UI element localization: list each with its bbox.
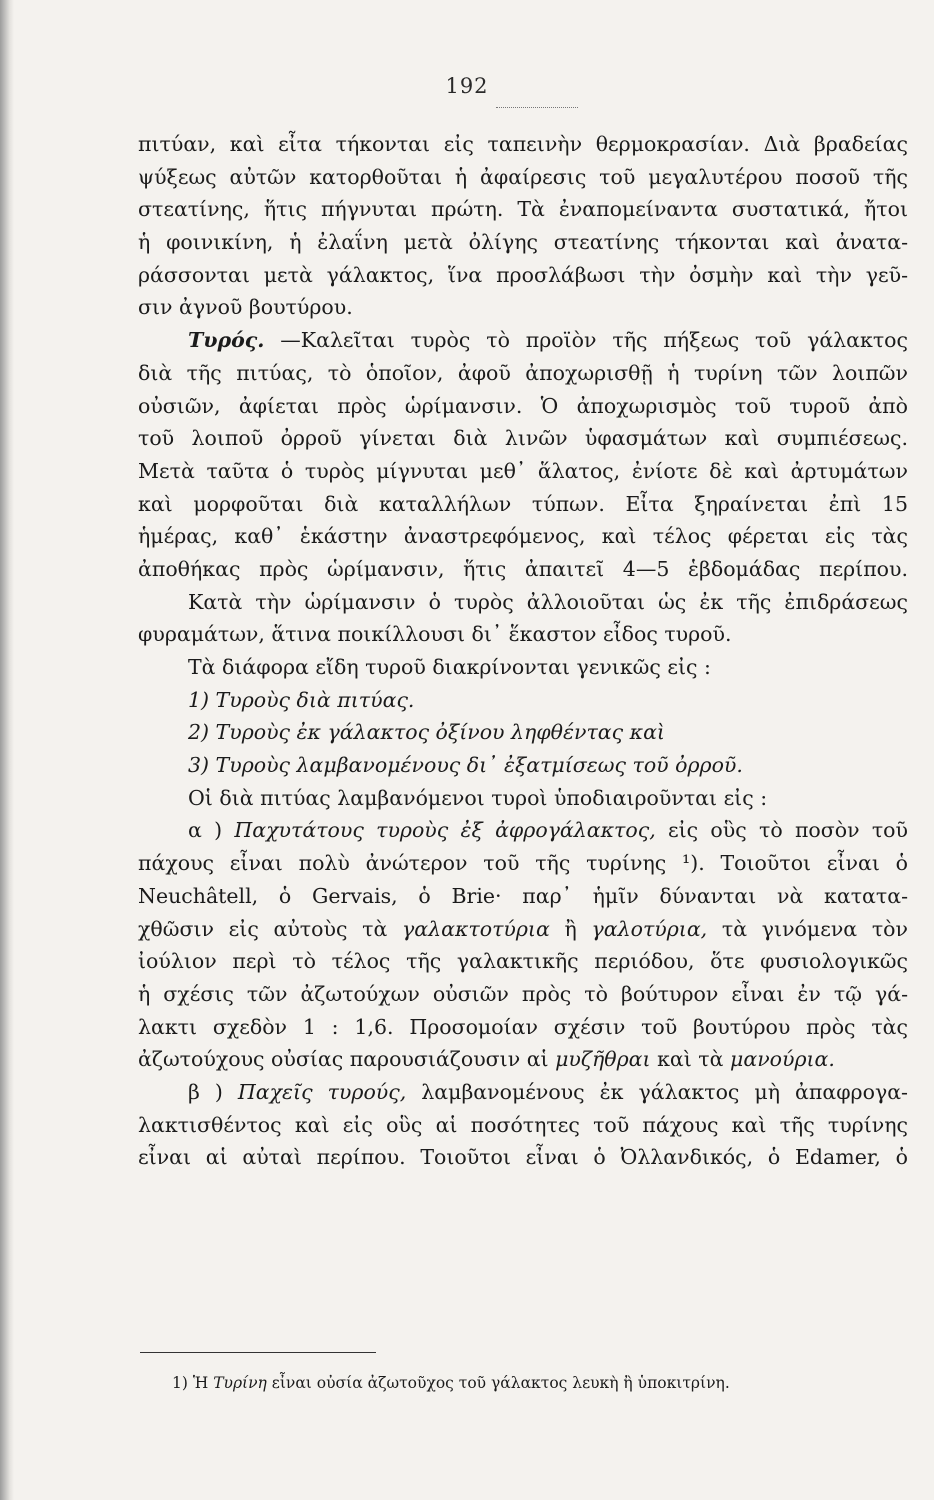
section-rubric: Τυρός. <box>188 328 265 353</box>
footnote: 1) Ἡ Τυρίνη εἶναι οὐσία ἀζωτοῦχος τοῦ γάλακτος λευκὴ ἢ ὑποκιτρίνη. <box>172 1374 730 1392</box>
text-line: ἡ σχέσις τῶν ἀζωτούχων οὐσιῶν πρὸς τὸ βούτυρον εἶναι ἐν τῷ γά- <box>138 981 908 1006</box>
body-text <box>138 128 908 1174</box>
text-line: πιτύαν, καὶ εἶτα τήκονται εἰς ταπεινὴν θερμοκρασίαν. Διὰ βραδείας <box>138 132 908 156</box>
text-line: Τὰ διάφορα εἴδη τυροῦ διακρίνονται γενικῶς εἰς : <box>188 655 711 679</box>
text-line: λακτι σχεδὸν 1 : 1,6. Προσομοίαν σχέσιν τοῦ βουτύρου πρὸς τὰς <box>138 1014 908 1039</box>
list-item: 3) Τυροὺς λαμβανομένους δι᾽ ἐξατμίσεως τοῦ ὀρροῦ. <box>188 753 743 778</box>
text-line: Τυρός. —Καλεῖται τυρὸς τὸ προϊὸν τῆς πήξεως τοῦ γάλακτος <box>188 328 908 353</box>
list-item: 1) Τυροὺς διὰ πιτύας. <box>188 687 415 712</box>
text-line: οὐσιῶν, ἀφίεται πρὸς ὡρίμανσιν. Ὁ ἀποχωρισμὸς τοῦ τυροῦ ἀπὸ <box>138 393 908 418</box>
text-line: πάχους εἶναι πολὺ ἀνώτερον τοῦ τῆς τυρίνης ¹). Τοιοῦτοι εἶναι ὁ <box>138 851 908 876</box>
text-line: εἶναι αἱ αὐταὶ περίπου. Τοιοῦτοι εἶναι ὁ Ὀλλανδικός, ὁ Edamer, ὁ <box>138 1145 908 1170</box>
text-line: ἀποθήκας πρὸς ὡρίμανσιν, ἥτις ἀπαιτεῖ 4—5 ἑβδομάδας περίπου. <box>138 556 908 581</box>
text-line: σιν ἀγνοῦ βουτύρου. <box>138 295 353 320</box>
subsection-beta: β ) Παχεῖς τυρούς, λαμβανομένους ἐκ γάλακτος μὴ ἀπαφρογα- <box>188 1079 908 1104</box>
text-line: λακτισθέντος καὶ εἰς οὓς αἱ ποσότητες τοῦ πάχους καὶ τῆς τυρίνης <box>138 1112 908 1137</box>
text-line: τοῦ λοιποῦ ὀρροῦ γίνεται διὰ λινῶν ὑφασμάτων καὶ συμπιέσεως. <box>138 426 908 451</box>
text-line: ἡ φοινικίνη, ἡ ἐλαΐνη μετὰ ὀλίγης στεατίνης τήκονται καὶ ἀνατα- <box>138 230 908 255</box>
text-line: ἡμέρας, καθ᾽ ἑκάστην ἀναστρεφόμενος, καὶ τέλος φέρεται εἰς τὰς <box>138 524 908 549</box>
page-number: 192 <box>445 74 489 98</box>
text-line: διὰ τῆς πιτύας, τὸ ὁποῖον, ἀφοῦ ἀποχωρισθῇ ἡ τυρίνη τῶν λοιπῶν <box>138 360 908 385</box>
text-line: χθῶσιν εἰς αὐτοὺς τὰ γαλακτοτύρια ἢ γαλοτύρια, τὰ γινόμενα τὸν <box>138 916 908 941</box>
text-line: φυραμάτων, ἅτινα ποικίλλουσι δι᾽ ἕκαστον εἶδος τυροῦ. <box>138 622 732 647</box>
text-line: ἀζωτούχους οὐσίας παρουσιάζουσιν αἱ μυζῆθραι καὶ τὰ μανούρια. <box>138 1047 835 1072</box>
text-line: καὶ μορφοῦται διὰ καταλλήλων τύπων. Εἶτα ξηραίνεται ἐπὶ 15 <box>138 491 908 516</box>
subsection-alpha: α ) Παχυτάτους τυροὺς ἐξ ἀφρογάλακτος, εἰς οὓς τὸ ποσὸν τοῦ <box>188 818 908 843</box>
text-line: Neuchâtell, ὁ Gervais, ὁ Brie· παρ᾽ ἡμῖν δύνανται νὰ κατατα- <box>138 883 908 908</box>
text-line: στεατίνης, ἥτις πήγνυται πρώτη. Τὰ ἐναπομείναντα συστατικά, ἤτοι <box>138 197 908 222</box>
text-line: ψύξεως αὐτῶν κατορθοῦται ἡ ἀφαίρεσις τοῦ μεγαλυτέρου ποσοῦ τῆς <box>138 164 908 189</box>
text-line: Κατὰ τὴν ὡρίμανσιν ὁ τυρὸς ἀλλοιοῦται ὡς ἐκ τῆς ἐπιδράσεως <box>188 589 908 614</box>
text-line: ράσσονται μετὰ γάλακτος, ἵνα προσλάβωσι τὴν ὀσμὴν καὶ τὴν γεῦ- <box>138 262 908 287</box>
text-line: Οἱ διὰ πιτύας λαμβανόμενοι τυροὶ ὑποδιαιροῦνται εἰς : <box>188 785 768 810</box>
text-line: ἰούλιον περὶ τὸ τέλος τῆς γαλακτικῆς περιόδου, ὅτε φυσιολογικῶς <box>138 949 908 974</box>
footnote-rule <box>140 1352 376 1353</box>
page-edge-shadow <box>0 0 14 1500</box>
page-number-rule <box>496 107 578 108</box>
list-item: 2) Τυροὺς ἐκ γάλακτος ὀξίνου ληφθέντας καὶ <box>188 720 665 745</box>
text-line: Μετὰ ταῦτα ὁ τυρὸς μίγνυται μεθ᾽ ἅλατος, ἐνίοτε δὲ καὶ ἀρτυμάτων <box>138 458 908 483</box>
